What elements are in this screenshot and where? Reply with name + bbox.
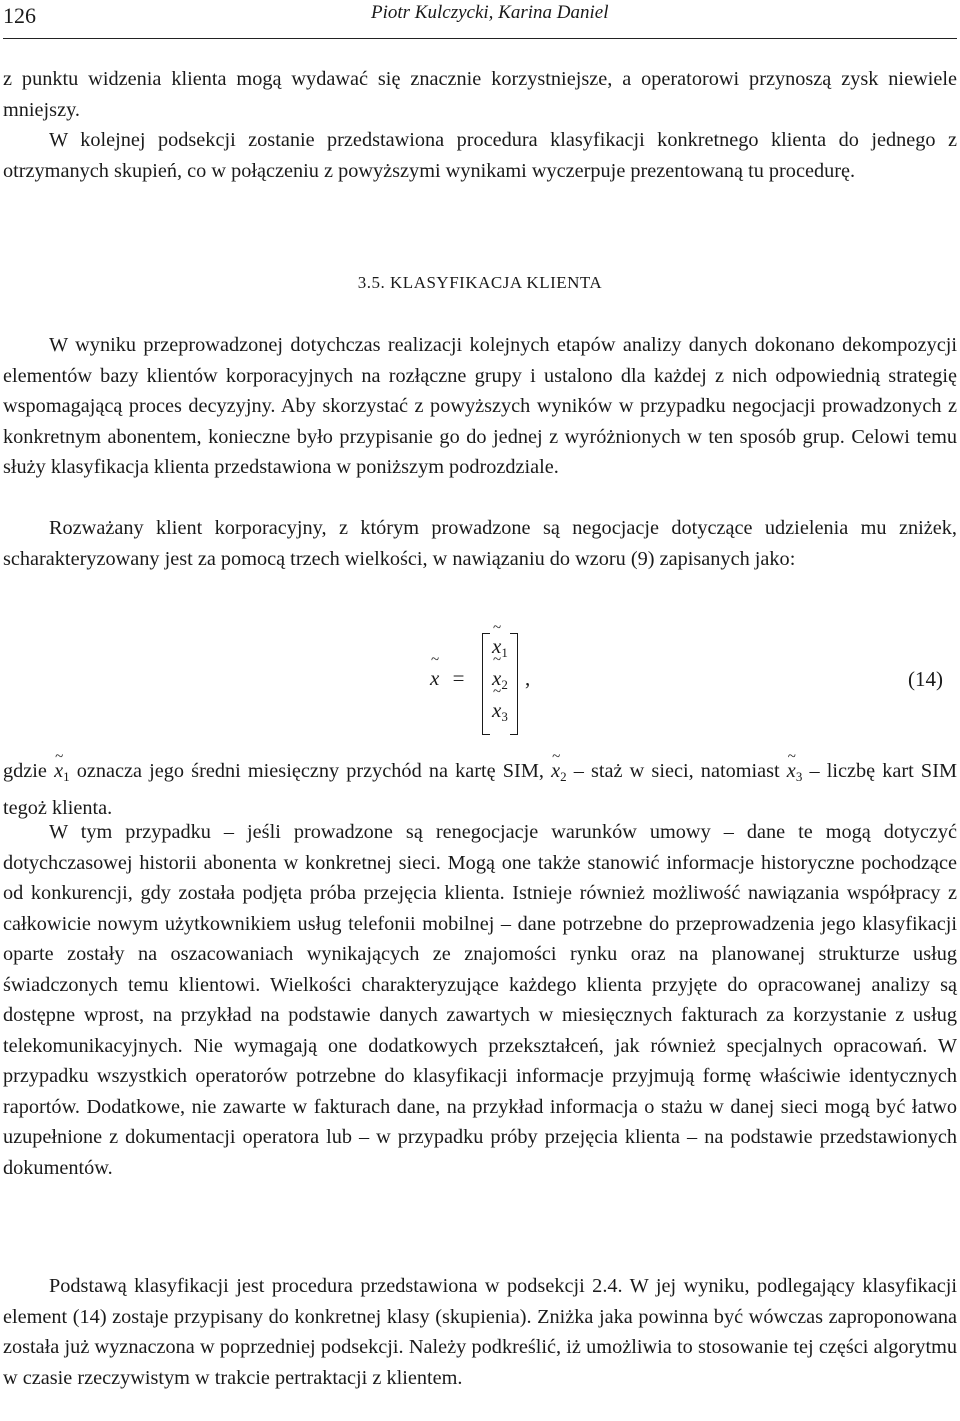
page-number: 126 — [3, 3, 36, 28]
matrix-right-bracket — [510, 633, 518, 735]
body-paragraph-3: W tym przypadku – jeśli prowadzone są renegocjacje warunków umowy – dane te mogą dotyczyć dotychczasowej historii abonenta w konkretnej sieci. Mogą one także stanowić informacje historyczne pochodzące od konkurencji, gdy została podjęta próba przejęcia klienta. Istnieje również możliwość nawiązania współpracy z całkowicie nowym użytkownikiem usług telefonii mobilnej – dane potrzebne do przeprowadzenia jego klasyfikacji oparte zostały na oszacowaniach wynikających ze znajomości rynku oraz na planowanej strukturze usług świadczonych temu klientowi. Wielkości charakteryzujące każdego klienta przyjęte do opracowanej analizy są dostępne wprost, na przykład na podstawie danych zawartych w miesięcznych fakturach za korzystanie z usług telekomunikacyjnych. Nie wymagają one dodatkowych przekształceń, jak również specjalnych opracowań. W przypadku wszystkich operatorów potrzebne do klasyfikacji informacje przyjmują formę właściwie identycznych raportów. Dodatkowe, nie zawarte w fakturach dane, na przykład informacja o stażu w danej sieci mogą być łatwo uzupełnione z dokumentacji operatora lub – w przypadku próby przejęcia klienta – na podstawie przedstawionych dokumentów. — [3, 821, 957, 1179]
equation-14 — [430, 628, 570, 738]
intro-paragraph-2: W kolejnej podsekcji zostanie przedstawiona procedura klasyfikacji konkretnego klienta do jednego z otrzymanych skupień, co w połączeniu z powyższymi wynikami wyczerpuje prezentowaną tu procedurę. — [3, 129, 957, 182]
equation-lhs: ~ x — [430, 666, 439, 691]
section-paragraph-2: Rozważany klient korporacyjny, z którym prowadzone są negocjacje dotyczące udzielenia mu zniżek, scharakteryzowany jest za pomocą trzech wielkości, w nawiązaniu do wzoru (9) zapisanych jako: — [3, 517, 957, 570]
equation-equals: = — [452, 666, 465, 690]
page-header — [3, 0, 957, 39]
vector-element-1: ~ $x_1$ — [492, 634, 508, 661]
section-paragraph-1: W wyniku przeprowadzonej dotychczas realizacji kolejnych etapów analizy danych dokonano dekompozycji elementów bazy klientów korporacyjnych na rozłączne grupy i ustalono dla każdej z nich odpowiednią strategię wspomagającą proces decyzyjny. Aby skorzystać z powyższych wyników w przypadku negocjacji prowadzonych z konkretnym abonentem, konieczne było przypisanie go do jednej z wyróżnionych w ten sposób grup. Celowi temu służy klasyfikacja klienta przedstawiona w poniższym podrozdziale. — [3, 334, 957, 478]
var-x3: ~ x — [787, 756, 796, 787]
var-x1: ~ x — [54, 756, 63, 787]
body-paragraph-4: Podstawą klasyfikacji jest procedura przedstawiona w podsekcji 2.4. W jej wyniku, podlegający klasyfikacji element (14) zostaje przypisany do konkretnej klasy (skupienia). Zniżka jaka powinna być wówczas zaproponowana została już wyznaczona w poprzedniej podsekcji. Należy podkreślić, iż umożliwia to stosowanie tej części algorytmu w czasie rzeczywistym w trakcie pertraktacji z klientem. — [3, 1275, 957, 1389]
var-x2: ~ x — [551, 756, 560, 787]
vector-element-2: ~ $x_2$ — [492, 666, 508, 693]
matrix-left-bracket — [482, 633, 490, 735]
intro-paragraph-1: z punktu widzenia klienta mogą wydawać się znacznie korzystniejsze, a operatorowi przynoszą zysk niewiele mniejszy. — [3, 68, 957, 121]
running-head-authors: Piotr Kulczycki, Karina Daniel — [371, 2, 609, 23]
equation-comma: , — [525, 666, 531, 690]
vector-element-3: ~ $x_3$ — [492, 698, 508, 725]
section-heading: 3.5. KLASYFIKACJA KLIENTA — [357, 273, 603, 292]
where-paragraph: gdzie ~ $x_1$ oznacza jego średni miesięczny przychód na kartę SIM, ~ $x_2$ – staż w sieci, natomiast ~ $x_3$ – liczbę kart SIM tegoż klienta. — [3, 756, 957, 823]
equation-number: (14) — [908, 667, 943, 691]
